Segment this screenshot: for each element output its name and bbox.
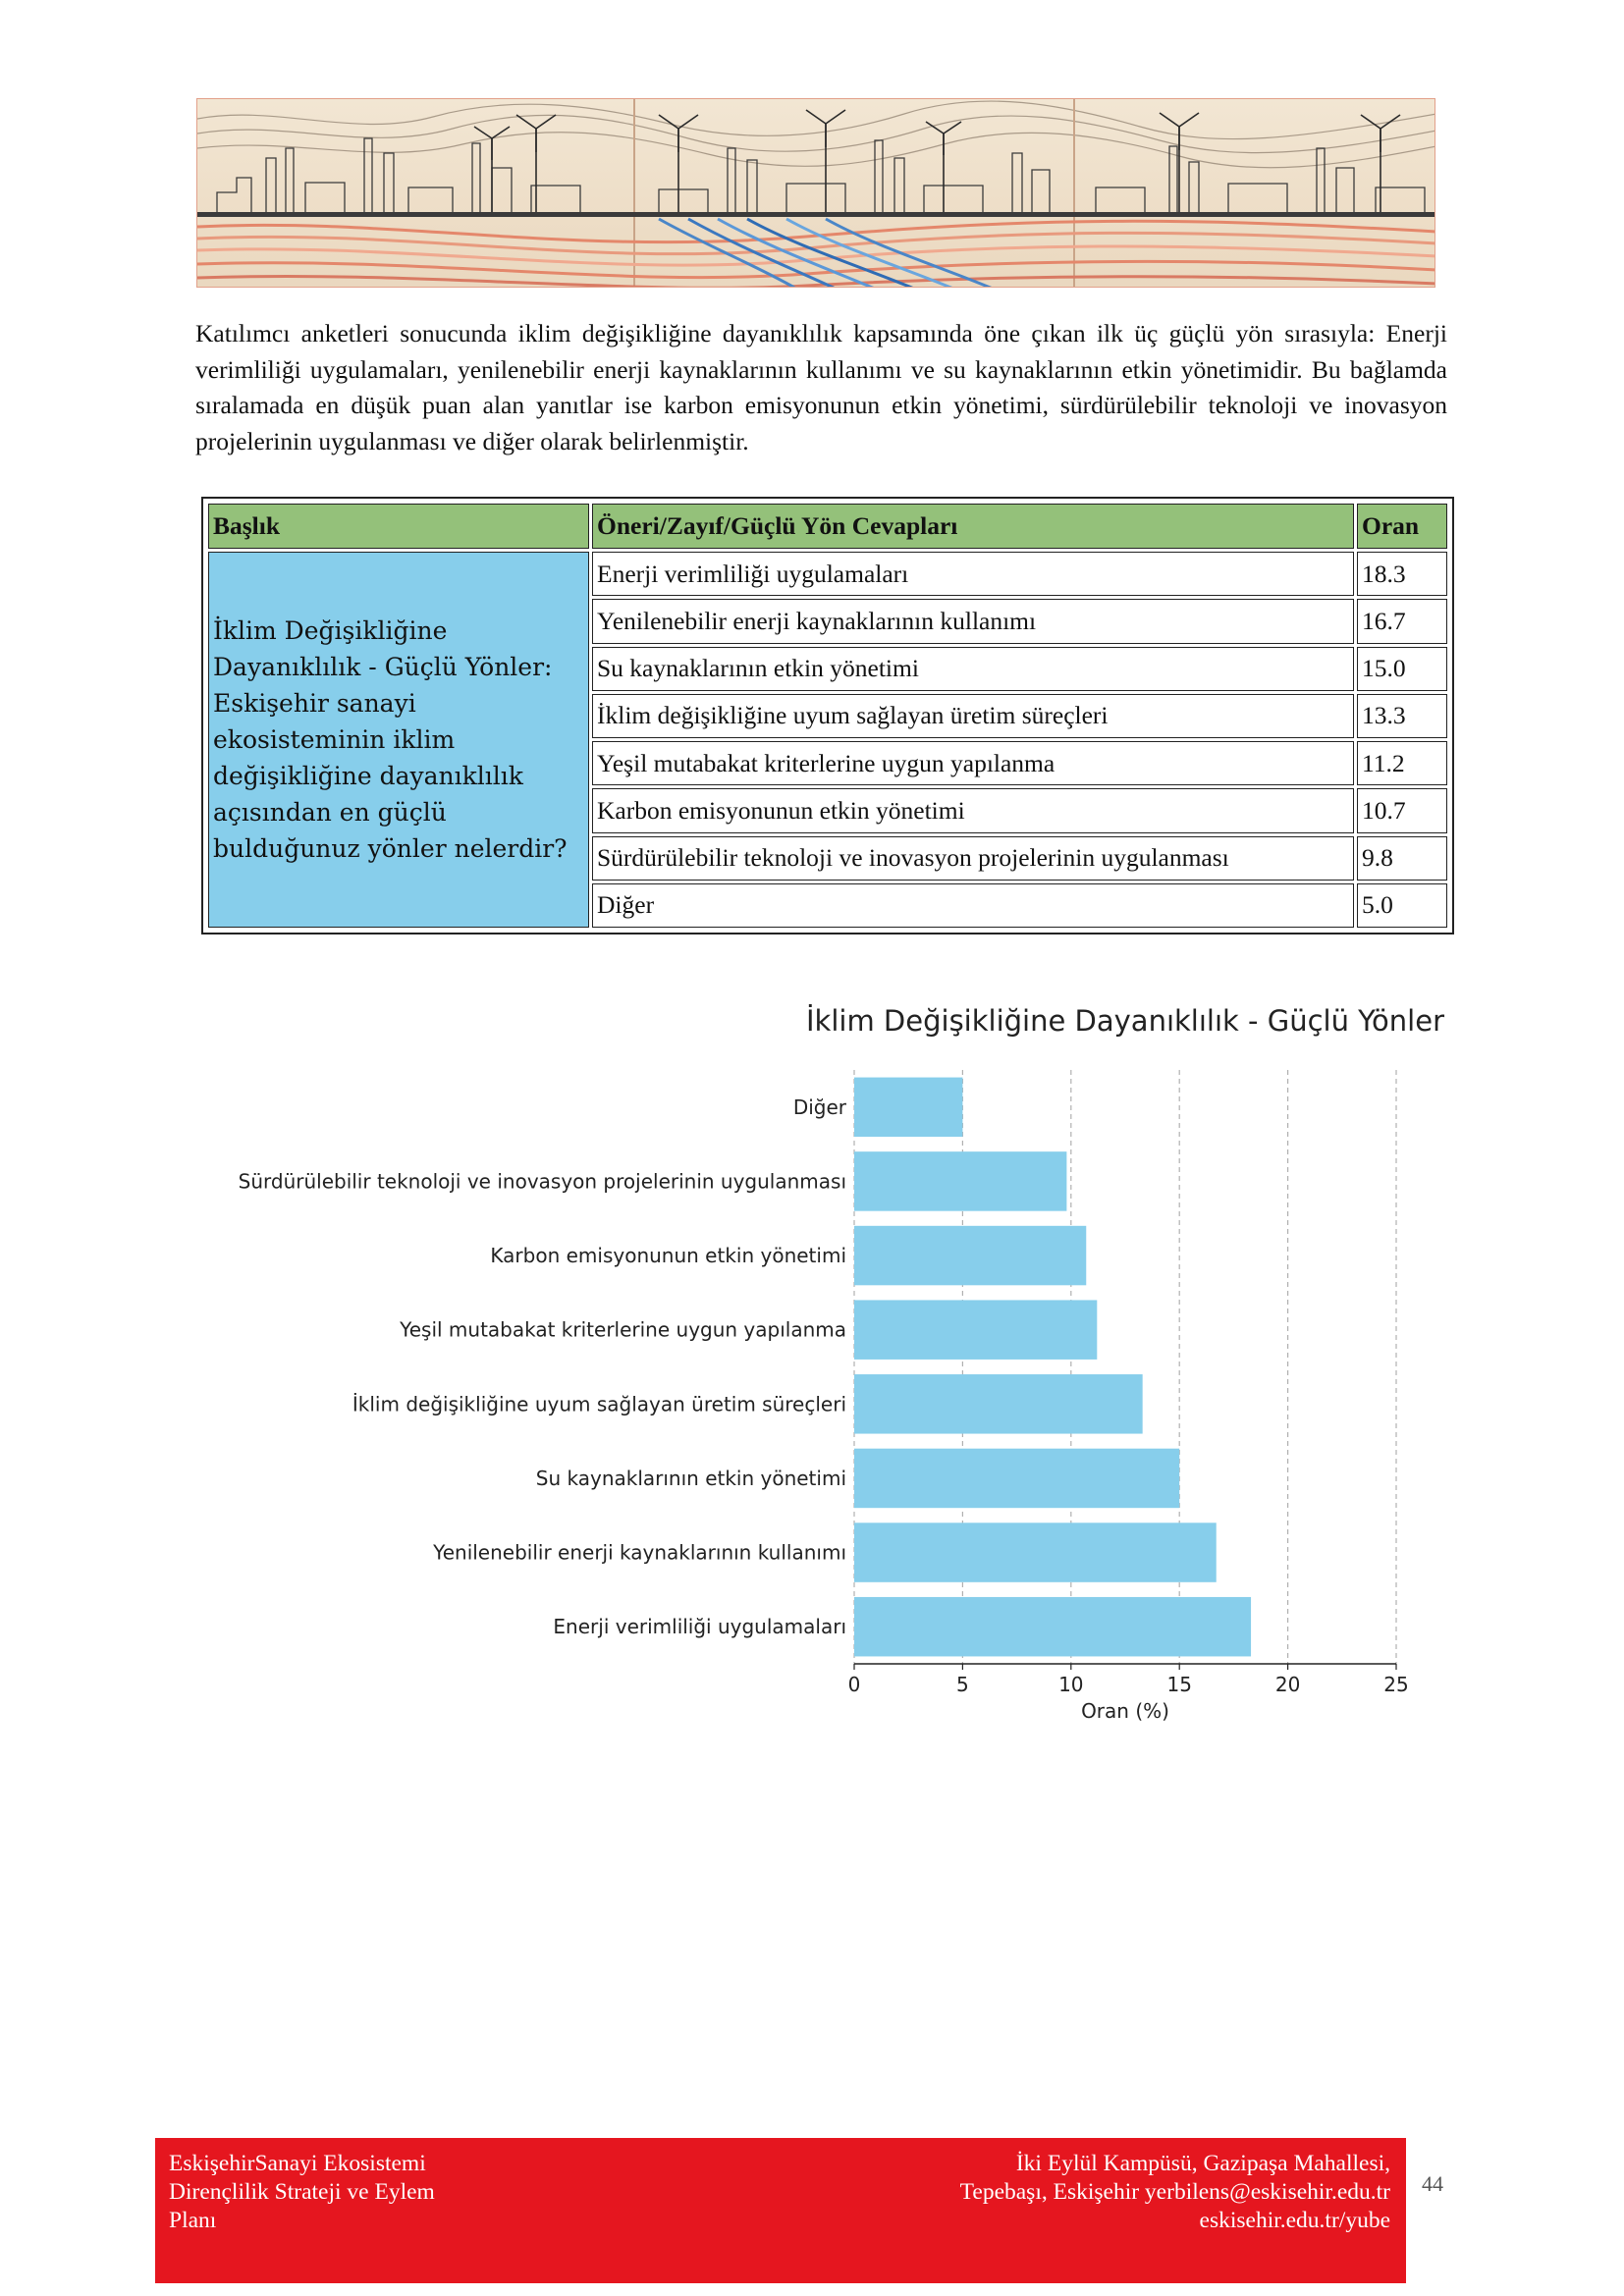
answers-table: [205, 501, 1450, 931]
rate-cell: 18.3: [1357, 552, 1447, 596]
bar: [854, 1078, 962, 1138]
footer-contact: [801, 2150, 1390, 2235]
banner-illustration: [196, 98, 1435, 288]
footer-left-line: Dirençlilik Strateji ve Eylem: [169, 2179, 435, 2205]
page-number: 44: [1422, 2171, 1443, 2196]
answer-cell: Diğer: [592, 883, 1354, 928]
table-row: [208, 552, 1447, 596]
answer-cell: Yeşil mutabakat kriterlerine uygun yapılanma: [592, 741, 1354, 785]
chart-x-ticks: [848, 1664, 1409, 1696]
rate-cell: 13.3: [1357, 694, 1447, 738]
footer-right-line: eskisehir.edu.tr/yube: [1199, 2208, 1390, 2233]
topic-cell: İklim Değişikliğine Dayanıklılık - Güçlü Yönler: Eskişehir sanayi ekosisteminin iklim değişikliğine dayanıklılık açısından en güçlü bulduğunuz yönler nelerdir?: [208, 552, 589, 928]
rate-cell: 10.7: [1357, 788, 1447, 832]
x-tick-label: 15: [1166, 1673, 1192, 1696]
y-tick-label: Karbon emisyonunun etkin yönetimi: [490, 1244, 846, 1268]
answer-cell: Su kaynaklarının etkin yönetimi: [592, 647, 1354, 691]
y-tick-label: Yenilenebilir enerji kaynaklarının kullanımı: [433, 1540, 846, 1565]
y-tick-label: Diğer: [792, 1095, 846, 1119]
answer-cell: Karbon emisyonunun etkin yönetimi: [592, 788, 1354, 832]
footer-right-line: İki Eylül Kampüsü, Gazipaşa Mahallesi,: [1015, 2151, 1390, 2176]
x-tick-label: 20: [1274, 1673, 1301, 1696]
chart-y-labels: [239, 1095, 847, 1638]
bar: [854, 1374, 1143, 1434]
rate-cell: 11.2: [1357, 741, 1447, 785]
bar-chart: [196, 996, 1453, 1742]
x-tick-label: 25: [1383, 1673, 1409, 1696]
bar: [854, 1151, 1066, 1211]
footer-left-line: EskişehirSanayi Ekosistemi: [169, 2151, 426, 2176]
y-tick-label: Yeşil mutabakat kriterlerine uygun yapılanma: [400, 1317, 846, 1342]
bar: [854, 1226, 1086, 1286]
footer-left-line: Planı: [169, 2208, 217, 2233]
bar: [854, 1522, 1217, 1582]
x-tick-label: 5: [956, 1673, 969, 1696]
bar: [854, 1449, 1179, 1509]
chart-x-label: Oran (%): [1081, 1699, 1169, 1723]
footer-plan-title: [169, 2150, 503, 2235]
rate-cell: 16.7: [1357, 599, 1447, 643]
answers-table-frame: [201, 497, 1454, 934]
intro-paragraph: Katılımcı anketleri sonucunda iklim değişikliğine dayanıklılık kapsamında öne çıkan ilk üç güçlü yön sırasıyla: Enerji verimliliği uygulamaları, yenilenebilir enerji kaynaklarının kullanımı ve su kaynaklarının etkin yönetimidir. Bu bağlamda sıralamada en düşük puan alan yanıtlar ise karbon emisyonunun etkin yönetimi, sürdürülebilir teknoloji ve inovasyon projelerinin uygulanması ve diğer olarak belirlenmiştir.: [195, 319, 1447, 455]
chart-bars: [854, 1078, 1251, 1657]
footer-right-line: Tepebaşı, Eskişehir yerbilens@eskisehir.edu.tr: [959, 2179, 1390, 2205]
rate-cell: 9.8: [1357, 836, 1447, 881]
header-answers: Öneri/Zayıf/Güçlü Yön Cevapları: [592, 504, 1354, 549]
chart-title: İklim Değişikliğine Dayanıklılık - Güçlü Yönler: [806, 1004, 1444, 1038]
table-header-row: [208, 504, 1447, 549]
answer-cell: İklim değişikliğine uyum sağlayan üretim süreçleri: [592, 694, 1354, 738]
header-rate: Oran: [1357, 504, 1447, 549]
y-tick-label: Sürdürülebilir teknoloji ve inovasyon projelerinin uygulanması: [238, 1169, 846, 1194]
y-tick-label: İklim değişikliğine uyum sağlayan üretim süreçleri: [352, 1392, 846, 1416]
x-tick-label: 0: [847, 1673, 861, 1696]
bar: [854, 1300, 1097, 1360]
rate-cell: 15.0: [1357, 647, 1447, 691]
rate-cell: 5.0: [1357, 883, 1447, 928]
header-topic: Başlık: [208, 504, 589, 549]
answer-cell: Yenilenebilir enerji kaynaklarının kullanımı: [592, 599, 1354, 643]
answer-cell: Enerji verimliliği uygulamaları: [592, 552, 1354, 596]
y-tick-label: Su kaynaklarının etkin yönetimi: [535, 1466, 846, 1490]
y-tick-label: Enerji verimliliği uygulamaları: [553, 1615, 846, 1639]
x-tick-label: 10: [1058, 1673, 1084, 1696]
answer-cell: Sürdürülebilir teknoloji ve inovasyon projelerinin uygulanması: [592, 836, 1354, 881]
footer-bar: [155, 2138, 1406, 2283]
bar: [854, 1597, 1251, 1657]
